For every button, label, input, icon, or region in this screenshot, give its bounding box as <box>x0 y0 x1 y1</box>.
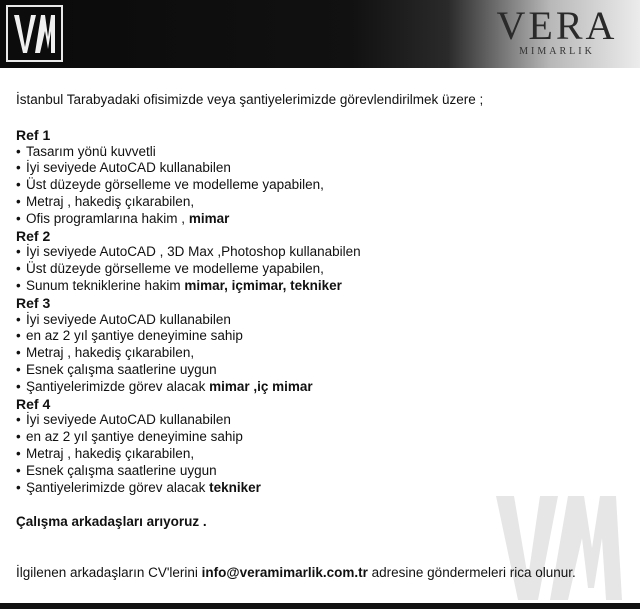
requirement-text: Ofis programlarına hakim , <box>26 210 189 226</box>
requirement-item <box>16 278 626 295</box>
requirement-text: Üst düzeyde görselleme ve modelleme yapabilen, <box>26 177 324 193</box>
bullet-icon: • <box>16 328 21 344</box>
ref-title: Ref 1 <box>16 126 51 143</box>
requirement-text: Üst düzeyde görselleme ve modelleme yapabilen, <box>26 261 324 277</box>
requirement-text: Metraj , hakediş çıkarabilen, <box>26 345 195 361</box>
bullet-icon: • <box>16 445 21 461</box>
contact-before: İlgilenen arkadaşların CV'lerini <box>16 565 202 580</box>
vm-logo <box>6 5 63 62</box>
bullet-icon: • <box>16 261 21 277</box>
requirement-text: Sunum tekniklerine hakim <box>26 277 185 293</box>
requirement-item <box>16 160 626 177</box>
requirement-item <box>16 429 626 446</box>
requirement-text: İyi seviyede AutoCAD kullanabilen <box>26 160 231 176</box>
bullet-icon: • <box>16 429 21 445</box>
requirement-item <box>16 328 626 345</box>
bottom-bar <box>0 603 640 609</box>
bullet-icon: • <box>16 210 21 226</box>
requirement-text: Metraj , hakediş çıkarabilen, <box>26 193 195 209</box>
contact-email[interactable]: info@veramimarlik.com.tr <box>201 565 368 580</box>
requirement-item <box>16 379 626 396</box>
requirement-item <box>16 463 626 480</box>
requirement-role: mimar ,iç mimar <box>209 378 313 394</box>
requirement-text: Metraj , hakediş çıkarabilen, <box>26 445 195 461</box>
bullet-icon: • <box>16 277 21 293</box>
requirement-text: Esnek çalışma saatlerine uygun <box>26 462 217 478</box>
brand-name: VERA <box>496 3 618 48</box>
requirement-text: en az 2 yıl şantiye deneyimine sahip <box>26 429 243 445</box>
requirement-role: mimar <box>188 210 230 226</box>
requirement-text: Tasarım yönü kuvvetli <box>26 143 156 159</box>
bullet-icon: • <box>16 244 21 260</box>
ref-requirements <box>16 144 626 228</box>
ref-requirements <box>16 312 626 396</box>
bullet-icon: • <box>16 345 21 361</box>
requirement-text: İyi seviyede AutoCAD kullanabilen <box>26 311 231 327</box>
bullet-icon: • <box>16 378 21 394</box>
ref-title: Ref 2 <box>16 227 51 244</box>
bullet-icon: • <box>16 193 21 209</box>
requirement-item <box>16 211 626 228</box>
bullet-icon: • <box>16 412 21 428</box>
requirement-text: Şantiyelerimizde görev alacak <box>26 378 210 394</box>
requirement-text: en az 2 yıl şantiye deneyimine sahip <box>26 328 243 344</box>
closing-text: Çalışma arkadaşları arıyoruz . <box>16 514 207 530</box>
requirement-text: Şantiyelerimizde görev alacak <box>26 479 210 495</box>
requirement-role: mimar, içmimar, tekniker <box>184 277 342 293</box>
requirement-item <box>16 177 626 194</box>
bullet-icon: • <box>16 479 21 495</box>
brand-subtitle: MIMARLIK <box>519 46 595 57</box>
requirement-item <box>16 362 626 379</box>
requirement-item <box>16 446 626 463</box>
requirement-text: İyi seviyede AutoCAD , 3D Max ,Photoshop kullanabilen <box>26 244 361 260</box>
job-posting <box>16 92 626 531</box>
brand-logo <box>482 4 632 64</box>
requirement-item <box>16 345 626 362</box>
bullet-icon: • <box>16 311 21 327</box>
ref-title: Ref 3 <box>16 294 51 311</box>
requirement-item <box>16 244 626 261</box>
bullet-icon: • <box>16 160 21 176</box>
requirement-role: tekniker <box>209 479 261 495</box>
ref-requirements <box>16 412 626 496</box>
bullet-icon: • <box>16 361 21 377</box>
requirement-item <box>16 194 626 211</box>
bullet-icon: • <box>16 462 21 478</box>
header-banner <box>0 0 640 68</box>
requirement-text: Esnek çalışma saatlerine uygun <box>26 361 217 377</box>
requirement-item <box>16 412 626 429</box>
requirement-item <box>16 312 626 329</box>
bullet-icon: • <box>16 143 21 159</box>
requirement-item <box>16 144 626 161</box>
requirement-item <box>16 261 626 278</box>
contact-after: adresine göndermeleri rica olunur. <box>367 565 576 580</box>
ref-title: Ref 4 <box>16 395 51 412</box>
reference-list <box>16 127 626 497</box>
vm-logo-icon <box>8 7 61 60</box>
intro-text: İstanbul Tarabyadaki ofisimizde veya şantiyelerimizde görevlendirilmek üzere ; <box>16 92 484 107</box>
requirement-text: İyi seviyede AutoCAD kullanabilen <box>26 412 231 428</box>
requirement-item <box>16 480 626 497</box>
contact-line <box>16 565 576 580</box>
ref-requirements <box>16 244 626 294</box>
bullet-icon: • <box>16 177 21 193</box>
